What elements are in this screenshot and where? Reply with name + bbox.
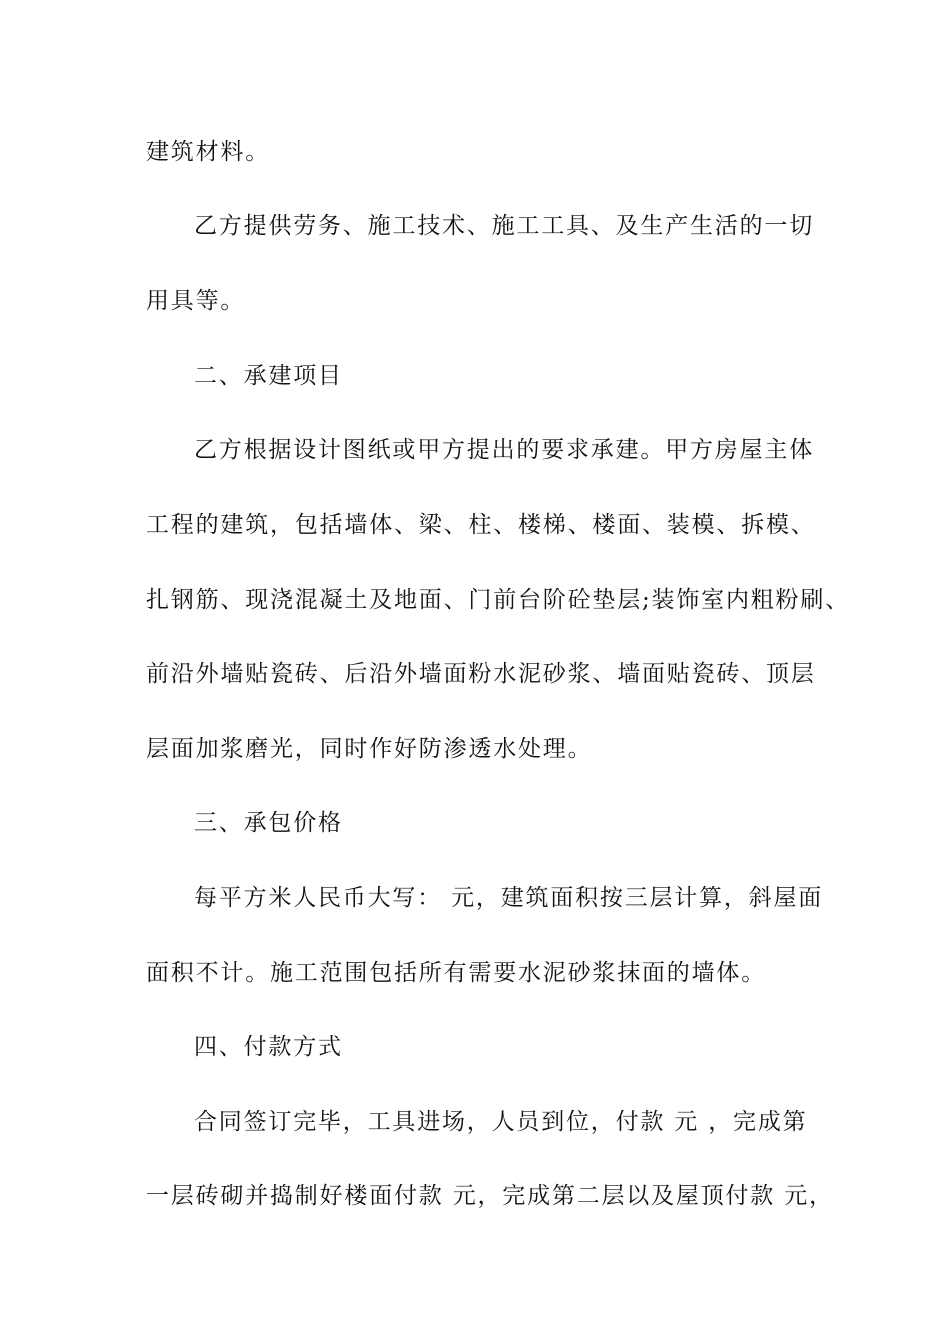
paragraph-line: 前沿外墙贴瓷砖、后沿外墙面粉水泥砂浆、墙面贴瓷砖、顶层 [146, 661, 816, 687]
paragraph-line: 一层砖砌并捣制好楼面付款 元，完成第二层以及屋顶付款 元， [146, 1183, 834, 1209]
paragraph-line: 每平方米人民币大写： 元，建筑面积按三层计算，斜屋面 [194, 885, 824, 911]
paragraph-line: 乙方根据设计图纸或甲方提出的要求承建。甲方房屋主体 [194, 437, 814, 463]
paragraph-line: 层面加浆磨光，同时作好防渗透水处理。 [146, 736, 593, 762]
paragraph-line: 乙方提供劳务、施工技术、施工工具、及生产生活的一切 [194, 213, 814, 239]
section-heading: 四、付款方式 [194, 1034, 343, 1060]
section-heading: 二、承建项目 [194, 363, 343, 389]
paragraph-line: 合同签订完毕，工具进场，人员到位，付款 元 ，完成第 [194, 1109, 808, 1135]
paragraph-line: 工程的建筑，包括墙体、梁、柱、楼梯、楼面、装模、拆模、 [146, 512, 816, 538]
paragraph-line: 面积不计。施工范围包括所有需要水泥砂浆抹面的墙体。 [146, 960, 766, 986]
paragraph-line: 建筑材料。 [146, 139, 270, 165]
paragraph-line: 扎钢筋、现浇混凝土及地面、门前台阶砼垫层;装饰室内粗粉刷、 [146, 587, 850, 613]
paragraph-line: 用具等。 [146, 288, 246, 314]
section-heading: 三、承包价格 [194, 810, 343, 836]
